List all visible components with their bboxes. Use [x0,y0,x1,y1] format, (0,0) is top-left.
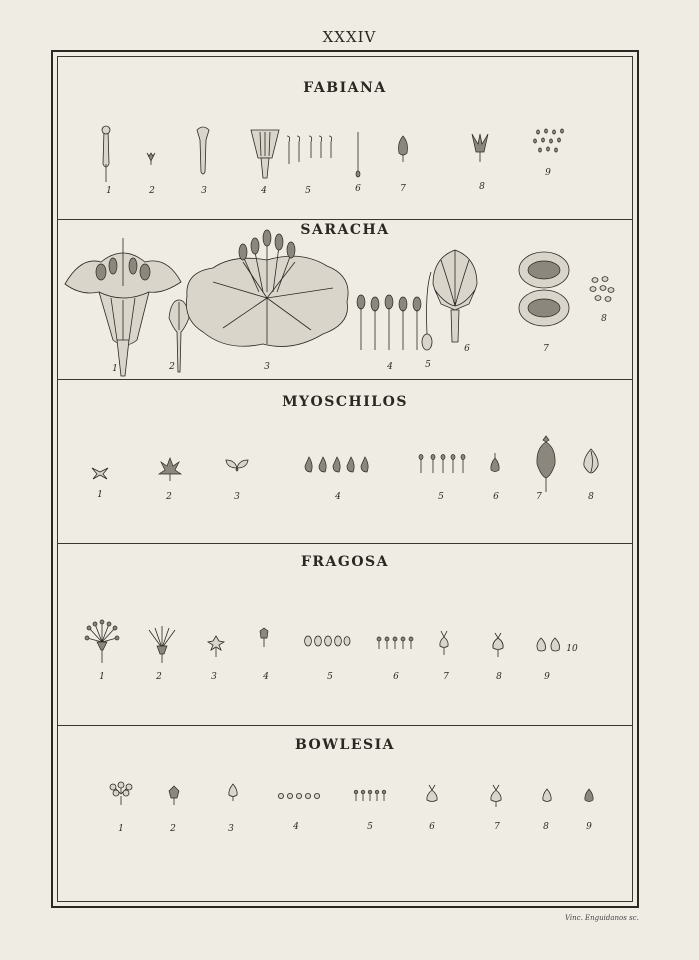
bowlesia-fig-label-4: 4 [293,822,299,832]
myoschilos-fig-label-6: 6 [493,492,499,502]
bowlesia-fig-1-umbel [109,782,133,806]
bowlesia-fig-label-7: 7 [494,822,500,832]
bowlesia-fig-label-3: 3 [228,824,234,834]
fabiana-fig-label-2: 2 [149,186,155,196]
myoschilos-fig-3-bracts [225,456,249,472]
fabiana-fig-8-fruit-with-calyx [470,132,490,164]
bowlesia-fig-label-2: 2 [170,824,176,834]
fabiana-fig-label-8: 8 [479,182,485,192]
fabiana-fig-label-7: 7 [400,184,406,194]
bowlesia-fig-label-5: 5 [367,822,373,832]
genus-title-myoschilos: MYOSCHILOS [282,394,408,410]
myoschilos-fig-label-2: 2 [166,492,172,502]
myoschilos-fig-7-drupe [535,434,557,494]
genus-title-saracha: SARACHA [300,222,390,238]
myoschilos-fig-1-flower [91,464,109,480]
fragosa-fig-label-10: 10 [566,644,578,654]
fabiana-fig-3-corolla [195,126,211,178]
bowlesia-fig-label-9: 9 [586,822,592,832]
bowlesia-fig-label-6: 6 [429,822,435,832]
fragosa-fig-6-stamens [375,636,415,650]
fragosa-fig-7-pistil [437,630,451,656]
saracha-fig-label-5: 5 [425,360,431,370]
fabiana-fig-9-seeds [532,128,568,158]
bowlesia-fig-2-flower [167,784,181,806]
panel-saracha [57,220,633,380]
saracha-fig-label-1: 1 [112,364,118,374]
fragosa-fig-label-7: 7 [443,672,449,682]
fragosa-fig-label-1: 1 [99,672,105,682]
fragosa-fig-label-8: 8 [496,672,502,682]
panel-bowlesia [57,726,633,902]
saracha-fig-7-berry-sections [517,250,571,330]
saracha-fig-label-7: 7 [543,344,549,354]
bowlesia-fig-5-stamens [353,790,387,802]
bowlesia-fig-label-8: 8 [543,822,549,832]
myoschilos-fig-5-stamens [417,454,467,474]
fragosa-fig-1-umbel [85,620,119,664]
panel-myoschilos [57,380,633,544]
fragosa-fig-label-6: 6 [393,672,399,682]
fabiana-fig-label-9: 9 [545,168,551,178]
fragosa-fig-label-5: 5 [327,672,333,682]
genus-title-bowlesia: BOWLESIA [294,737,396,753]
genus-title-fabiana: FABIANA [303,80,387,96]
plate-number: XXXIV [322,28,377,46]
fragosa-fig-label-2: 2 [156,672,162,682]
fabiana-fig-2-calyx [146,152,156,166]
fragosa-fig-5-petals [303,634,351,648]
saracha-fig-label-4: 4 [387,362,393,372]
fabiana-fig-label-3: 3 [201,186,207,196]
fabiana-fig-label-4: 4 [261,186,267,196]
myoschilos-fig-2-flower [159,456,181,482]
myoschilos-fig-8-seed [582,448,600,474]
panel-fragosa [57,544,633,726]
fabiana-fig-label-1: 1 [106,186,112,196]
panel-fabiana [57,56,633,220]
fragosa-fig-label-3: 3 [211,672,217,682]
saracha-fig-6-berry-with-calyx [431,248,479,344]
bowlesia-fig-6-pistil [425,784,439,806]
saracha-fig-8-seeds [589,276,615,304]
fragosa-fig-8-fruit [491,632,505,658]
fabiana-fig-1-corolla [99,124,113,184]
fragosa-fig-3-flower [207,634,225,658]
bowlesia-fig-7-fruit [489,784,503,808]
myoschilos-fig-label-4: 4 [335,492,341,502]
fabiana-fig-6-pistil [354,132,362,180]
myoschilos-fig-label-8: 8 [588,492,594,502]
fragosa-fig-label-4: 4 [263,672,269,682]
genus-title-fragosa: FRAGOSA [300,554,390,570]
saracha-fig-label-8: 8 [601,314,607,324]
saracha-fig-label-6: 6 [464,344,470,354]
myoschilos-fig-label-3: 3 [234,492,240,502]
bowlesia-fig-3-flower [227,782,239,802]
saracha-fig-4-stamens [353,294,425,352]
saracha-fig-label-3: 3 [264,362,270,372]
myoschilos-fig-label-7: 7 [536,492,542,502]
fragosa-fig-2-involucre [147,626,177,664]
engraver-signature: Vinc. Enguidanos sc. [565,914,639,922]
myoschilos-fig-6-pistil [489,452,501,474]
fragosa-fig-9-mericarps [535,636,563,652]
fabiana-fig-5-stamens [283,134,335,166]
myoschilos-fig-label-1: 1 [97,490,103,500]
fragosa-fig-4-flower [257,626,271,648]
saracha-fig-label-2: 2 [169,362,175,372]
fabiana-fig-4-opened-corolla [250,128,280,182]
fabiana-fig-7-capsule [396,135,410,163]
fragosa-fig-label-9: 9 [544,672,550,682]
bowlesia-fig-8-mericarp [541,788,553,804]
fabiana-fig-label-6: 6 [355,184,361,194]
bowlesia-fig-9-mericarp [583,788,595,804]
myoschilos-fig-4-scales [303,456,375,474]
fabiana-fig-label-5: 5 [305,186,311,196]
myoschilos-fig-label-5: 5 [438,492,444,502]
bowlesia-fig-label-1: 1 [118,824,124,834]
bowlesia-fig-4-petals [277,792,321,800]
saracha-fig-3-opened-corolla [183,232,353,352]
